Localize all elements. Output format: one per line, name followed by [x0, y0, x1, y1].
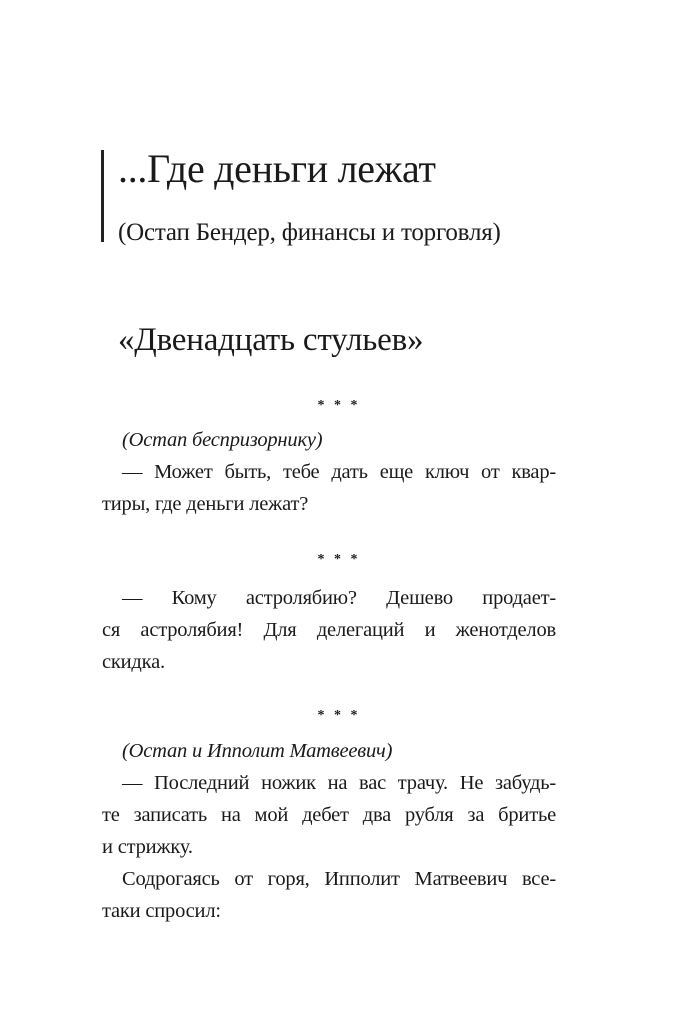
separator-stars: * * *	[317, 708, 361, 723]
section-title: «Двенадцать стульев»	[118, 322, 424, 358]
paragraph-line: те записать на мой дебет два рубля за бритье	[102, 804, 556, 826]
speaker-note: (Остап беспризорнику)	[122, 429, 323, 451]
text-block-2	[102, 582, 556, 678]
text-block-1	[102, 424, 556, 520]
paragraph-line: — Может быть, тебе дать еще ключ от квар-	[122, 461, 556, 483]
separator-stars: * * *	[317, 398, 361, 413]
paragraph-line: тиры, где деньги лежат?	[102, 493, 309, 515]
paragraph-line: таки спросил:	[102, 900, 221, 922]
speaker-note: (Остап и Ипполит Матвеевич)	[122, 740, 393, 762]
separator-stars: * * *	[317, 552, 361, 567]
paragraph-line: Содрогаясь от горя, Ипполит Матвеевич все-	[122, 868, 556, 890]
text-block-3	[102, 735, 556, 927]
chapter-title-bar	[101, 150, 104, 242]
paragraph-line: ся астролябия! Для делегаций и женотделов	[102, 619, 556, 641]
chapter-subtitle: (Остап Бендер, финансы и торговля)	[118, 219, 501, 246]
paragraph-line: и стрижку.	[102, 836, 193, 858]
paragraph-line: скидка.	[102, 651, 165, 673]
paragraph-line: — Кому астролябию? Дешево продает-	[122, 587, 556, 609]
paragraph-line: — Последний ножик на вас трачу. Не забудь-	[122, 772, 556, 794]
chapter-title: ...Где деньги лежат	[118, 146, 436, 191]
